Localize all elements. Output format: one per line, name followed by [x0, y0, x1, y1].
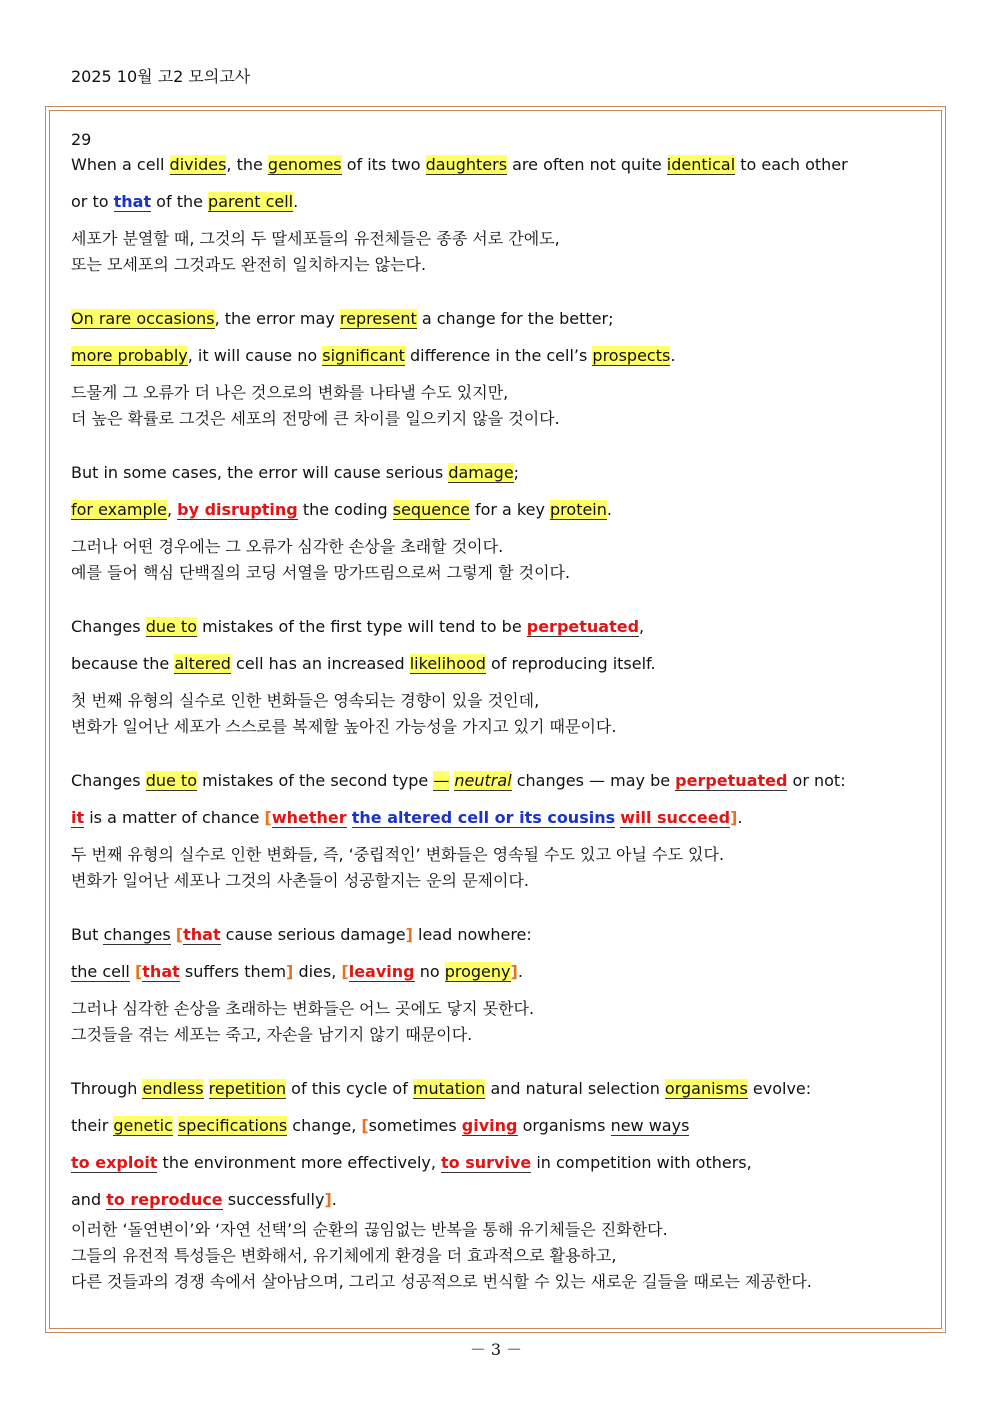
text: .	[517, 962, 523, 981]
underline: new ways	[610, 1116, 690, 1135]
highlight: for example	[71, 500, 167, 519]
english-line	[71, 651, 921, 688]
highlight: organisms	[664, 1079, 748, 1098]
bracket: ]	[286, 962, 294, 981]
text: .	[606, 500, 612, 519]
korean-line: 또는 모세포의 그것과도 완전히 일치하지는 않는다.	[71, 255, 427, 274]
bracket: [	[264, 808, 272, 827]
highlight: genomes	[267, 155, 342, 174]
english-line	[71, 768, 921, 805]
text: a change for the better;	[416, 309, 614, 328]
korean-line: 그들의 유전적 특성들은 변화해서, 유기체에게 환경을 더 효과적으로 활용하고,	[71, 1246, 617, 1265]
text: of the	[151, 192, 209, 211]
text: .	[670, 346, 676, 365]
highlight: mutation	[412, 1079, 486, 1098]
highlight: protein	[550, 500, 607, 519]
korean-line: 그것들을 겪는 세포는 죽고, 자손을 남기지 않기 때문이다.	[71, 1025, 473, 1044]
text: the environment more effectively,	[157, 1153, 442, 1172]
text: or to	[71, 192, 114, 211]
highlight: sequence	[392, 500, 470, 519]
red-emphasis: to reproduce	[106, 1190, 223, 1209]
english-line	[71, 1076, 921, 1113]
text: no	[414, 962, 445, 981]
text: cause serious damage	[220, 925, 406, 944]
text: in competition with others,	[531, 1153, 752, 1172]
text: or not:	[787, 771, 846, 790]
highlight: specifications	[177, 1116, 288, 1135]
text: change,	[287, 1116, 362, 1135]
bracket: ]	[730, 808, 738, 827]
highlight: —	[433, 771, 450, 790]
text: the coding	[297, 500, 393, 519]
english-line	[71, 460, 921, 497]
highlight: neutral	[454, 771, 512, 790]
highlight: likelihood	[409, 654, 486, 673]
highlight: identical	[666, 155, 736, 174]
underline: the cell	[71, 962, 130, 981]
text: because the	[71, 654, 175, 673]
text: to each other	[735, 155, 848, 174]
red-emphasis: that	[142, 962, 180, 981]
red-emphasis: perpetuated	[526, 617, 640, 636]
text: evolve:	[747, 1079, 812, 1098]
text: When a cell	[71, 155, 170, 174]
text: Through	[71, 1079, 143, 1098]
korean-line: 다른 것들과의 경쟁 속에서 살아남으며, 그리고 성공적으로 번식할 수 있는 새로운 길들을 때로는 제공한다.	[71, 1272, 812, 1291]
blue-emphasis: that	[113, 192, 152, 211]
text: and	[71, 1190, 107, 1209]
korean-line: 이러한 ‘돌연변이’와 ‘자연 선택’의 순환의 끊임없는 반복을 통해 유기체들은 진화한다.	[71, 1220, 668, 1239]
english-line	[71, 805, 921, 842]
text: , the error may	[214, 309, 340, 328]
english-line	[71, 1187, 921, 1217]
text: successfully	[222, 1190, 325, 1209]
korean-line: 변화가 일어난 세포가 스스로를 복제할 높아진 가능성을 가지고 있기 때문이다.	[71, 717, 617, 736]
text: dies,	[293, 962, 342, 981]
text: Changes	[71, 617, 146, 636]
text: their	[71, 1116, 114, 1135]
korean-line: 두 번째 유형의 실수로 인한 변화들, 즉, ‘중립적인’ 변화들은 영속될 수도 있고 아닐 수도 있다.	[71, 845, 725, 864]
text: of this cycle of	[286, 1079, 413, 1098]
question-number: 29	[71, 130, 92, 149]
highlight: daughters	[425, 155, 508, 174]
text: lead nowhere:	[412, 925, 532, 944]
korean-line: 변화가 일어난 세포나 그것의 사촌들이 성공할지는 운의 문제이다.	[71, 871, 530, 890]
page-number: － 3 －	[469, 1340, 523, 1359]
highlight: parent cell	[208, 192, 294, 211]
text: cell has an increased	[230, 654, 410, 673]
text: of reproducing itself.	[485, 654, 656, 673]
red-emphasis: whether	[271, 808, 347, 827]
korean-line: 그러나 심각한 손상을 초래하는 변화들은 어느 곳에도 닿지 못한다.	[71, 999, 535, 1018]
korean-line: 드물게 그 오류가 더 나은 것으로의 변화를 나타낼 수도 있지만,	[71, 383, 509, 402]
text: of its two	[341, 155, 426, 174]
highlight: altered	[174, 654, 231, 673]
red-emphasis: to survive	[441, 1153, 532, 1172]
text: organisms	[517, 1116, 611, 1135]
korean-line: 그러나 어떤 경우에는 그 오류가 심각한 손상을 초래할 것이다.	[71, 537, 504, 556]
korean-line: 세포가 분열할 때, 그것의 두 딸세포들의 유전체들은 종종 서로 간에도,	[71, 229, 560, 248]
red-emphasis: will succeed	[620, 808, 731, 827]
text	[347, 808, 352, 827]
text: .	[331, 1190, 337, 1209]
red-emphasis: by disrupting	[177, 500, 298, 519]
highlight: divides	[169, 155, 227, 174]
text: mistakes of the first type will tend to be	[196, 617, 527, 636]
english-line	[71, 189, 921, 226]
korean-line: 예를 들어 핵심 단백질의 코딩 서열을 망가뜨림으로써 그렇게 할 것이다.	[71, 563, 571, 582]
english-line	[71, 497, 921, 534]
bracket: ]	[324, 1190, 332, 1209]
text: ;	[513, 463, 520, 482]
page-header: 2025 10월 고2 모의고사	[71, 67, 251, 86]
highlight: more probably	[71, 346, 188, 365]
text: changes — may be	[511, 771, 676, 790]
text: But in some cases, the error will cause serious	[71, 463, 449, 482]
text: is a matter of chance	[84, 808, 265, 827]
highlight: progeny	[444, 962, 511, 981]
blue-emphasis: the altered cell or its cousins	[351, 808, 616, 827]
text: But	[71, 925, 104, 944]
bracket: [	[341, 962, 349, 981]
red-emphasis: to exploit	[71, 1153, 158, 1172]
red-emphasis: perpetuated	[675, 771, 788, 790]
highlight: genetic	[113, 1116, 173, 1135]
bracket: [	[134, 962, 143, 981]
bracket: [	[175, 925, 184, 944]
red-emphasis: giving	[461, 1116, 518, 1135]
english-line	[71, 959, 921, 996]
highlight: endless	[142, 1079, 204, 1098]
underline: changes	[103, 925, 171, 944]
red-emphasis: it	[71, 808, 85, 827]
text: .	[293, 192, 299, 211]
highlight: due to	[145, 771, 197, 790]
red-emphasis: leaving	[348, 962, 415, 981]
highlight: damage	[448, 463, 514, 482]
bracket: ]	[510, 962, 518, 981]
text: mistakes of the second type	[196, 771, 434, 790]
english-line	[71, 306, 921, 343]
highlight: prospects	[592, 346, 671, 365]
red-emphasis: that	[183, 925, 221, 944]
text: difference in the cell’s	[404, 346, 593, 365]
english-line	[71, 1150, 921, 1187]
korean-line: 첫 번째 유형의 실수로 인한 변화들은 영속되는 경향이 있을 것인데,	[71, 691, 540, 710]
highlight: represent	[339, 309, 417, 328]
text: sometimes	[368, 1116, 462, 1135]
english-line	[71, 614, 921, 651]
bracket: [	[361, 1116, 369, 1135]
text: suffers them	[179, 962, 287, 981]
text: , the	[226, 155, 268, 174]
text: for a key	[469, 500, 551, 519]
english-line	[71, 1113, 921, 1150]
highlight: significant	[322, 346, 405, 365]
text: ,	[166, 500, 178, 519]
text: Changes	[71, 771, 146, 790]
text: , it will cause no	[187, 346, 323, 365]
passage	[71, 128, 921, 1295]
text: and natural selection	[485, 1079, 665, 1098]
english-line	[71, 922, 921, 959]
highlight: repetition	[208, 1079, 287, 1098]
text: .	[737, 808, 743, 827]
bracket: ]	[405, 925, 413, 944]
text: ,	[639, 617, 645, 636]
highlight: due to	[145, 617, 197, 636]
english-line	[71, 152, 921, 189]
korean-line: 더 높은 확률로 그것은 세포의 전망에 큰 차이를 일으키지 않을 것이다.	[71, 409, 560, 428]
english-line	[71, 343, 921, 380]
highlight: On rare occasions	[71, 309, 215, 328]
text: are often not quite	[507, 155, 667, 174]
text	[204, 1079, 209, 1098]
